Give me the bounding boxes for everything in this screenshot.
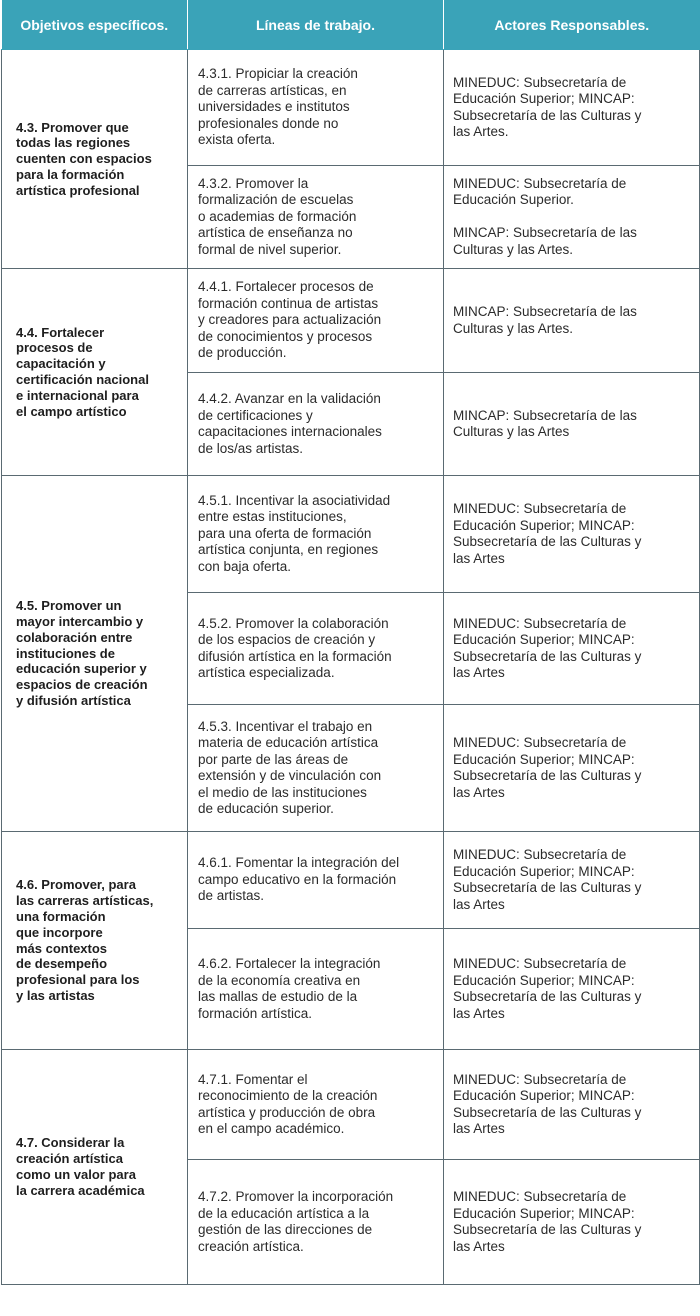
actor-cell: MINEDUC: Subsecretaría de Educación Superior; MINCAP: Subsecretaría de las Culturas y las Artes. <box>444 50 700 166</box>
actor-cell: MINEDUC: Subsecretaría de Educación Superior; MINCAP: Subsecretaría de las Culturas y las Artes <box>444 476 700 593</box>
actor-cell: MINCAP: Subsecretaría de las Culturas y las Artes. <box>444 269 700 373</box>
header-responsible-actors: Actores Responsables. <box>444 0 700 50</box>
objective-cell: 4.5. Promover un mayor intercambio y colaboración entre instituciones de educación superior y espacios de creación y difusión artística <box>2 476 188 832</box>
objectives-table <box>1 0 700 1285</box>
table-header-row <box>2 0 700 50</box>
work-line-cell: 4.7.1. Fomentar el reconocimiento de la creación artística y producción de obra en el campo académico. <box>188 1050 444 1160</box>
work-line-cell: 4.7.2. Promover la incorporación de la educación artística a la gestión de las direcciones de creación artística. <box>188 1160 444 1285</box>
work-line-cell: 4.3.1. Propiciar la creación de carreras artísticas, en universidades e institutos profesionales donde no exista oferta. <box>188 50 444 166</box>
work-line-cell: 4.6.2. Fortalecer la integración de la economía creativa en las mallas de estudio de la formación artística. <box>188 929 444 1050</box>
actor-cell: MINEDUC: Subsecretaría de Educación Superior; MINCAP: Subsecretaría de las Culturas y las Artes <box>444 1050 700 1160</box>
table-row <box>2 1050 700 1160</box>
actor-cell: MINEDUC: Subsecretaría de Educación Superior; MINCAP: Subsecretaría de las Culturas y las Artes <box>444 705 700 832</box>
table-row <box>2 269 700 373</box>
work-line-cell: 4.6.1. Fomentar la integración del campo educativo en la formación de artistas. <box>188 832 444 929</box>
work-line-cell: 4.3.2. Promover la formalización de escuelas o academias de formación artística de enseñanza no formal de nivel superior. <box>188 166 444 269</box>
table-row <box>2 476 700 593</box>
table-row <box>2 832 700 929</box>
actor-cell: MINEDUC: Subsecretaría de Educación Superior; MINCAP: Subsecretaría de las Culturas y las Artes <box>444 1160 700 1285</box>
header-work-lines: Líneas de trabajo. <box>188 0 444 50</box>
work-line-cell: 4.5.3. Incentivar el trabajo en materia de educación artística por parte de las áreas de extensión y de vinculación con el medio de las instituciones de educación superior. <box>188 705 444 832</box>
actor-cell: MINEDUC: Subsecretaría de Educación Superior. MINCAP: Subsecretaría de las Culturas y las Artes. <box>444 166 700 269</box>
actor-cell: MINCAP: Subsecretaría de las Culturas y las Artes <box>444 373 700 476</box>
objective-cell: 4.3. Promover que todas las regiones cuenten con espacios para la formación artística profesional <box>2 50 188 269</box>
objective-cell: 4.7. Considerar la creación artística como un valor para la carrera académica <box>2 1050 188 1285</box>
actor-cell: MINEDUC: Subsecretaría de Educación Superior; MINCAP: Subsecretaría de las Culturas y las Artes <box>444 929 700 1050</box>
header-objectives: Objetivos específicos. <box>2 0 188 50</box>
work-line-cell: 4.5.2. Promover la colaboración de los espacios de creación y difusión artística en la formación artística especializada. <box>188 593 444 705</box>
table-row <box>2 50 700 166</box>
objective-cell: 4.4. Fortalecer procesos de capacitación y certificación nacional e internacional para el campo artístico <box>2 269 188 476</box>
actor-cell: MINEDUC: Subsecretaría de Educación Superior; MINCAP: Subsecretaría de las Culturas y las Artes <box>444 593 700 705</box>
work-line-cell: 4.4.2. Avanzar en la validación de certificaciones y capacitaciones internacionales de los/as artistas. <box>188 373 444 476</box>
actor-cell: MINEDUC: Subsecretaría de Educación Superior; MINCAP: Subsecretaría de las Culturas y las Artes <box>444 832 700 929</box>
work-line-cell: 4.5.1. Incentivar la asociatividad entre estas instituciones, para una oferta de formación artística conjunta, en regiones con baja oferta. <box>188 476 444 593</box>
work-line-cell: 4.4.1. Fortalecer procesos de formación continua de artistas y creadores para actualización de conocimientos y procesos de producción. <box>188 269 444 373</box>
objective-cell: 4.6. Promover, para las carreras artísticas, una formación que incorpore más contextos de desempeño profesional para los y las artistas <box>2 832 188 1050</box>
